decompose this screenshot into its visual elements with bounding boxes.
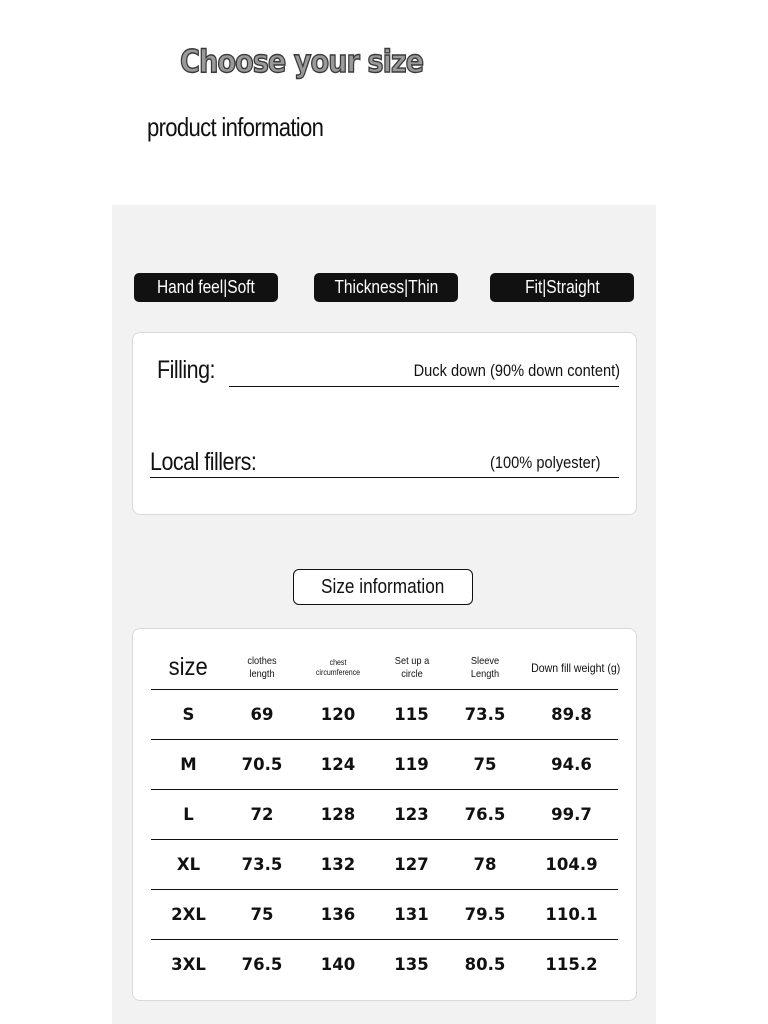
size-info-heading-label: Size information — [321, 575, 445, 598]
header-sleeve-length: Sleeve Length — [445, 647, 525, 690]
attribute-tag-label: Fit|Straight — [524, 277, 600, 297]
size-table-header-row — [151, 647, 618, 690]
table-row — [151, 690, 618, 740]
table-row — [151, 890, 618, 940]
header-clothes-length: clothes length — [226, 647, 298, 690]
cell-size: L — [151, 790, 226, 840]
local-fillers-label: Local fillers: — [150, 448, 257, 476]
page-title: Choose your size — [180, 44, 424, 80]
attribute-tag-hand-feel — [134, 273, 278, 302]
size-table-card — [132, 628, 637, 1001]
cell-down-weight: 115.2 — [545, 955, 598, 974]
cell-down-weight: 104.9 — [525, 840, 618, 890]
cell-sleeve-length: 78 — [445, 840, 525, 890]
attribute-tag-thickness — [314, 273, 458, 302]
cell-down-weight: 94.6 — [525, 740, 618, 790]
cell-sleeve-length: 79.5 — [445, 890, 525, 940]
table-row — [151, 790, 618, 840]
cell-chest: 132 — [298, 840, 378, 890]
table-row — [151, 740, 618, 790]
cell-chest: 140 — [320, 955, 356, 974]
cell-down-weight: 89.8 — [525, 690, 618, 740]
cell-size: S — [151, 690, 226, 740]
attribute-tag-fit — [490, 273, 634, 302]
cell-chest: 124 — [298, 740, 378, 790]
filling-label: Filling: — [157, 356, 216, 384]
cell-setup-circle: 115 — [378, 690, 445, 740]
cell-setup-circle: 119 — [378, 740, 445, 790]
cell-clothes-length: 75 — [226, 890, 298, 940]
header-size: size — [151, 647, 226, 690]
cell-clothes-length: 69 — [226, 690, 298, 740]
local-fillers-underline — [150, 477, 619, 478]
cell-clothes-length: 73.5 — [226, 840, 298, 890]
cell-setup-circle: 123 — [378, 790, 445, 840]
filling-underline — [229, 386, 619, 387]
material-card — [132, 332, 637, 515]
cell-clothes-length: 70.5 — [226, 740, 298, 790]
cell-size: M — [151, 740, 226, 790]
section-subtitle: product information — [147, 112, 324, 142]
cell-chest: 136 — [298, 890, 378, 940]
cell-sleeve-length: 80.5 — [464, 955, 506, 974]
cell-setup-circle: 135 — [394, 955, 429, 974]
local-fillers-value: (100% polyester) — [490, 453, 601, 472]
header-down-fill-weight: Down fill weight (g) — [525, 647, 618, 690]
header-chest-circumference: chest circumference — [298, 647, 378, 690]
cell-down-weight: 110.1 — [525, 890, 618, 940]
size-info-heading — [293, 569, 473, 605]
attribute-tag-label: Thickness|Thin — [334, 277, 438, 297]
cell-size: 2XL — [151, 890, 226, 940]
cell-size: XL — [151, 840, 226, 890]
cell-setup-circle: 131 — [378, 890, 445, 940]
table-row — [151, 840, 618, 890]
cell-clothes-length: 76.5 — [241, 955, 283, 974]
size-table — [151, 647, 621, 989]
cell-size: 3XL — [171, 955, 206, 974]
cell-sleeve-length: 75 — [445, 740, 525, 790]
attribute-tag-label: Hand feel|Soft — [157, 277, 255, 297]
table-row — [151, 940, 618, 990]
header-setup-circle: Set up a circle — [378, 647, 445, 690]
filling-value: Duck down (90% down content) — [413, 361, 620, 380]
cell-setup-circle: 127 — [378, 840, 445, 890]
cell-sleeve-length: 76.5 — [445, 790, 525, 840]
product-info-panel — [112, 205, 656, 1024]
cell-sleeve-length: 73.5 — [445, 690, 525, 740]
cell-down-weight: 99.7 — [525, 790, 618, 840]
cell-clothes-length: 72 — [226, 790, 298, 840]
cell-chest: 128 — [298, 790, 378, 840]
cell-chest: 120 — [298, 690, 378, 740]
